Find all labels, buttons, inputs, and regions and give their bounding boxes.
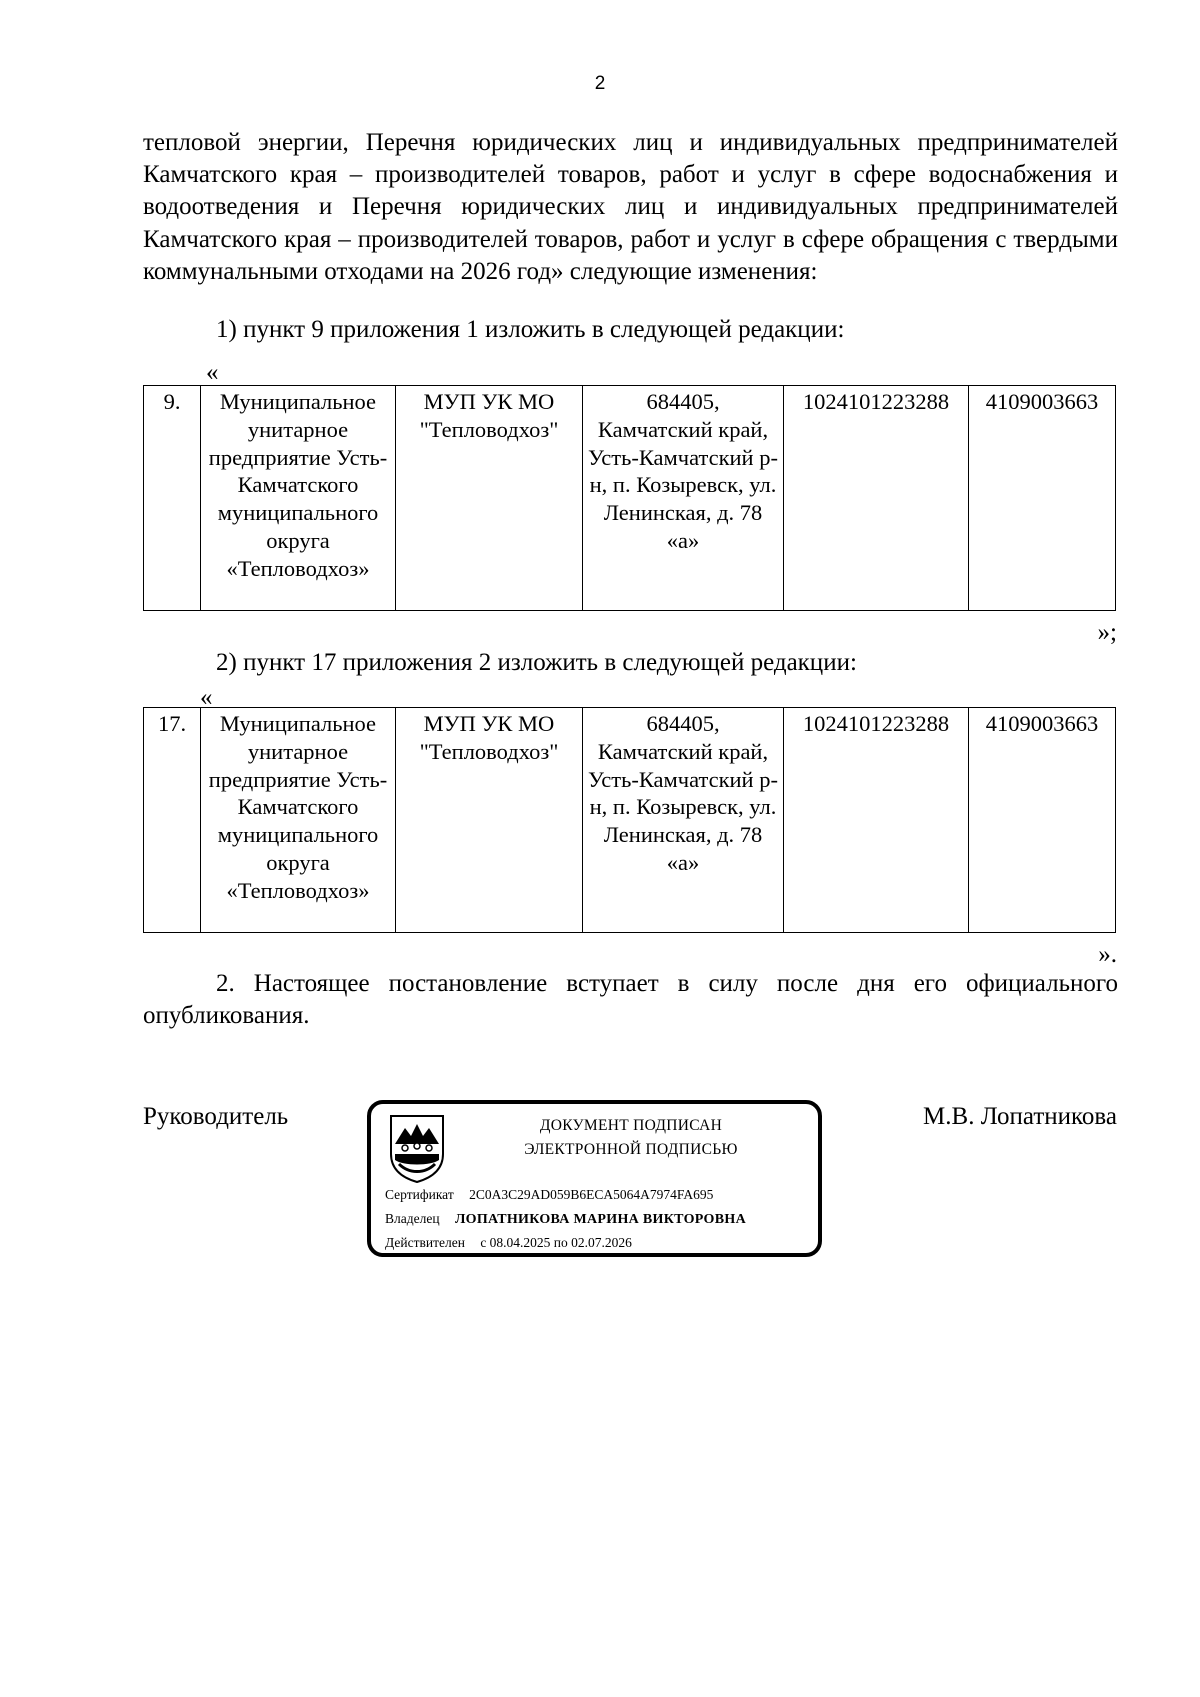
amendment-1-close-quote: »; — [1097, 619, 1117, 646]
table-row — [144, 386, 1116, 611]
ogrn-cell: 1024101223288 — [784, 386, 969, 611]
intro-paragraph: тепловой энергии, Перечня юридических лиц и индивидуальных предпринимателей Камчатского края – производителей товаров, работ и услуг в сфере водоснабжения и водоотведения и Перечня юридических лиц и индивидуальных предпринимателей Камчатского края – производителей товаров, работ и услуг в сфере обращения с твердыми коммунальными отходами на 2026 год» следующие изменения: — [143, 129, 1118, 285]
stamp-owner-value: ЛОПАТНИКОВА МАРИНА ВИКТОРОВНА — [454, 1212, 746, 1227]
amendment-1-open-quote: « — [206, 359, 219, 386]
stamp-valid-value: с 08.04.2025 по 02.07.2026 — [480, 1235, 632, 1250]
full-name-cell: Муниципальное унитарное предприятие Усть-Камчатского муниципального округа «Тепловодхоз» — [201, 708, 396, 933]
row-number: 17. — [144, 708, 201, 933]
final-paragraph: 2. Настоящее постановление вступает в силу после дня его официального опубликования. — [143, 970, 1118, 1030]
amendment-2-text: 2) пункт 17 приложения 2 изложить в следующей редакции: — [216, 649, 857, 676]
electronic-signature-stamp — [367, 1100, 822, 1257]
table-row — [144, 708, 1116, 933]
amendment-1-text: 1) пункт 9 приложения 1 изложить в следующей редакции: — [216, 316, 845, 343]
inn-cell: 4109003663 — [969, 386, 1116, 611]
stamp-valid-label: Действителен — [385, 1235, 465, 1250]
stamp-validity-row — [385, 1235, 632, 1251]
stamp-heading-line2: ЭЛЕКТРОННОЙ ПОДПИСЬЮ — [524, 1141, 738, 1158]
signature-name: М.В. Лопатникова — [923, 1103, 1117, 1130]
stamp-owner-row — [385, 1211, 746, 1228]
inn-cell: 4109003663 — [969, 708, 1116, 933]
address-cell: 684405, Камчатский край, Усть-Камчатский р-н, п. Козыревск, ул. Ленинская, д. 78 «а» — [583, 386, 784, 611]
amendment-2-table — [143, 707, 1116, 933]
short-name-cell: МУП УК МО "Тепловодхоз" — [396, 708, 583, 933]
page-number: 2 — [594, 73, 606, 94]
signature-title: Руководитель — [143, 1103, 289, 1130]
stamp-cert-value: 2C0A3C29AD059B6ECA5064A7974FA695 — [469, 1187, 714, 1202]
kamchatka-coat-of-arms-icon — [387, 1114, 447, 1184]
short-name-cell: МУП УК МО "Тепловодхоз" — [396, 386, 583, 611]
ogrn-cell: 1024101223288 — [784, 708, 969, 933]
stamp-owner-label: Владелец — [385, 1211, 440, 1226]
stamp-certificate-row — [385, 1187, 713, 1203]
amendment-1-table — [143, 385, 1116, 611]
amendment-2-open-quote: « — [200, 684, 213, 711]
row-number: 9. — [144, 386, 201, 611]
address-cell: 684405, Камчатский край, Усть-Камчатский р-н, п. Козыревск, ул. Ленинская, д. 78 «а» — [583, 708, 784, 933]
amendment-2-close-quote: ». — [1098, 941, 1117, 968]
full-name-cell: Муниципальное унитарное предприятие Усть-Камчатского муниципального округа «Тепловодхоз» — [201, 386, 396, 611]
stamp-cert-label: Сертификат — [385, 1187, 454, 1202]
stamp-heading-line1: ДОКУМЕНТ ПОДПИСАН — [539, 1117, 723, 1134]
